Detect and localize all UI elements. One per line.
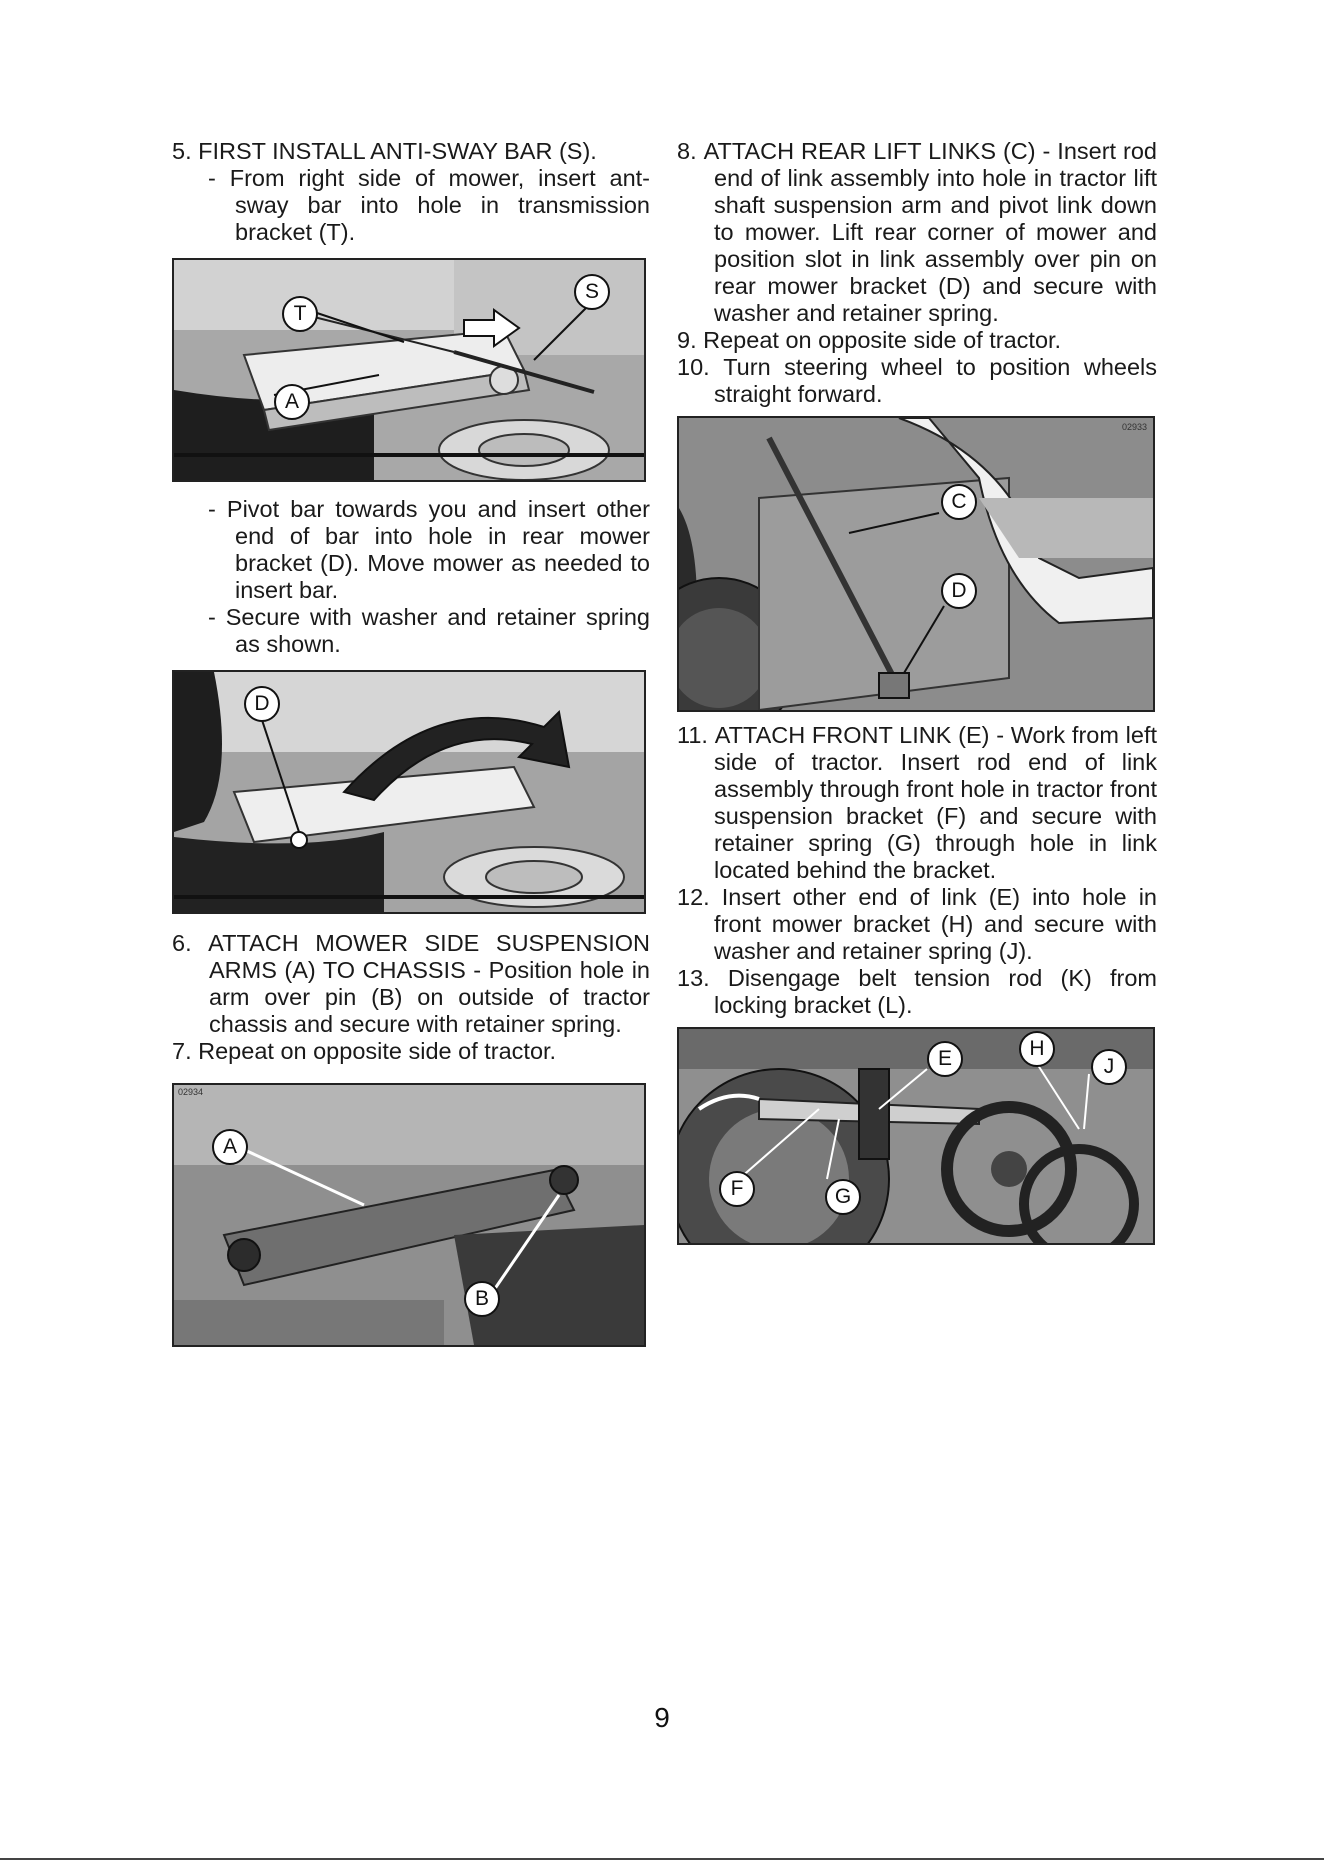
step-5: 5. FIRST INSTALL ANTI-SWAY BAR (S). bbox=[172, 138, 597, 164]
callout-g: G bbox=[825, 1179, 861, 1215]
figure-code: 02934 bbox=[178, 1087, 204, 1097]
figure-side-suspension-arm bbox=[172, 1083, 646, 1347]
step-5-sub-3: - Secure with washer and retainer spring as shown. bbox=[208, 604, 650, 657]
callout-c: C bbox=[941, 484, 977, 520]
callout-e: E bbox=[927, 1041, 963, 1077]
callout-d: D bbox=[941, 573, 977, 609]
callout-s: S bbox=[574, 274, 610, 310]
callout-a: A bbox=[274, 384, 310, 420]
figure-front-link bbox=[677, 1027, 1155, 1245]
bottom-rule bbox=[0, 1858, 1324, 1860]
callout-j: J bbox=[1091, 1049, 1127, 1085]
figure-code: 02933 bbox=[1121, 422, 1147, 432]
step-12: 12. Insert other end of link (E) into hole in front mower bracket (H) and secure with washer and retainer spring (J). bbox=[677, 884, 1157, 964]
step-11: 11. ATTACH FRONT LINK (E) - Work from left side of tractor. Insert rod end of link assembly through front hole in tractor front suspension bracket (F) and secure with retainer spring (G) through hole in link located behind the bracket. bbox=[677, 722, 1158, 883]
callout-a: A bbox=[212, 1129, 248, 1165]
step-10: 10. Turn steering wheel to position wheels straight forward. bbox=[677, 354, 1157, 407]
figure-rear-lift-link bbox=[677, 416, 1155, 712]
step-9: 9. Repeat on opposite side of tractor. bbox=[677, 327, 1062, 353]
page-number: 9 bbox=[654, 1702, 670, 1733]
right-column bbox=[677, 138, 1157, 1245]
figure-side-suspension-arm-art bbox=[174, 1085, 644, 1345]
callout-b: B bbox=[464, 1281, 500, 1317]
step-7: 7. Repeat on opposite side of tractor. bbox=[172, 1038, 557, 1064]
step-6: 6. ATTACH MOWER SIDE SUSPENSION ARMS (A) TO CHASSIS - Position hole in arm over pin (B) on outside of tractor chassis and secure with retainer spring. bbox=[172, 930, 650, 1037]
step-13: 13. Disengage belt tension rod (K) from locking bracket (L). bbox=[677, 965, 1157, 1018]
step-5-sub-1: - From right side of mower, insert ant-sway bar into hole in transmission bracket (T). bbox=[208, 165, 650, 245]
callout-t: T bbox=[282, 296, 318, 332]
step-8: 8. ATTACH REAR LIFT LINKS (C) - Insert rod end of link assembly into hole in tractor lift shaft suspension arm and pivot link down to mower. Lift rear corner of mower and position slot in link assembly over pin on rear mower bracket (D) and secure with washer and retainer spring. bbox=[677, 138, 1157, 326]
figure-anti-sway-bar bbox=[172, 258, 646, 482]
callout-h: H bbox=[1019, 1031, 1055, 1067]
callout-f: F bbox=[719, 1171, 755, 1207]
step-5-sub-2: - Pivot bar towards you and insert other end of bar into hole in rear mower bracket (D). Move mower as needed to insert bar. bbox=[208, 496, 650, 603]
left-column bbox=[172, 138, 650, 1347]
figure-rear-mower-bracket bbox=[172, 670, 646, 914]
figure-front-link-art bbox=[679, 1029, 1153, 1243]
callout-d: D bbox=[244, 686, 280, 722]
figure-rear-lift-link-art bbox=[679, 418, 1153, 710]
